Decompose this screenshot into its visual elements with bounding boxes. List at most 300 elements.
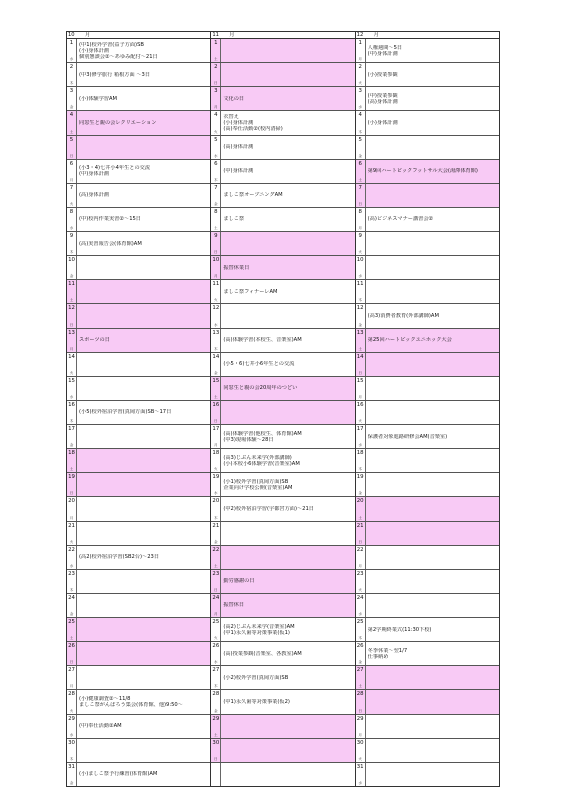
event-cell bbox=[77, 184, 210, 207]
date-cell bbox=[211, 497, 221, 520]
day-row bbox=[356, 160, 499, 184]
date-cell bbox=[356, 401, 366, 424]
weekday-label: 金 bbox=[69, 612, 74, 616]
date-cell bbox=[356, 329, 366, 352]
day-row bbox=[67, 136, 210, 160]
day-number: 11 bbox=[212, 281, 220, 288]
date-cell bbox=[356, 473, 366, 496]
event-cell bbox=[77, 642, 210, 665]
day-row bbox=[211, 111, 354, 135]
event-cell bbox=[366, 546, 499, 569]
weekday-label: 日 bbox=[69, 660, 74, 665]
day-row bbox=[356, 473, 499, 497]
day-number: 13 bbox=[356, 329, 364, 336]
day-row bbox=[211, 160, 354, 184]
weekday-label: 日 bbox=[69, 491, 74, 496]
day-number: 23 bbox=[356, 570, 364, 577]
day-number: 29 bbox=[212, 715, 220, 722]
day-row bbox=[67, 473, 210, 497]
weekday-label: 日 bbox=[358, 708, 362, 713]
date-cell bbox=[211, 449, 221, 472]
day-number: 18 bbox=[356, 450, 364, 457]
date-cell bbox=[211, 401, 221, 424]
day-number: 7 bbox=[214, 184, 218, 191]
day-number: 10 bbox=[356, 257, 364, 264]
event-line: (小5・6)七井小6年生との交流 bbox=[223, 361, 295, 368]
event-line: 衣替え bbox=[223, 113, 239, 120]
date-cell bbox=[211, 425, 221, 448]
event-line: (小)体験学習AM bbox=[79, 95, 118, 102]
day-row bbox=[67, 497, 210, 521]
event-cell bbox=[366, 111, 499, 134]
date-cell bbox=[67, 160, 77, 183]
date-cell bbox=[356, 594, 366, 617]
event-cell bbox=[366, 715, 499, 738]
day-row bbox=[211, 570, 354, 594]
day-row bbox=[356, 666, 499, 690]
weekday-label: 水 bbox=[214, 660, 218, 665]
day-number: 19 bbox=[68, 474, 75, 481]
event-cell bbox=[221, 353, 354, 376]
day-number: 21 bbox=[212, 522, 220, 529]
event-cell bbox=[366, 208, 499, 231]
event-cell bbox=[221, 739, 354, 762]
event-line: (高)身体計測 bbox=[79, 192, 109, 199]
event-cell bbox=[77, 39, 210, 62]
school-calendar-sheet bbox=[66, 31, 500, 787]
weekday-label: 火 bbox=[69, 539, 74, 544]
event-line: 第2学期終業式(11:30下校) bbox=[367, 626, 432, 633]
date-cell bbox=[356, 763, 366, 786]
day-row bbox=[356, 763, 499, 786]
event-cell bbox=[77, 136, 210, 159]
day-row bbox=[211, 329, 354, 353]
event-cell bbox=[77, 401, 210, 424]
weekday-label: 土 bbox=[69, 129, 74, 134]
day-row bbox=[211, 739, 354, 763]
weekday-label: 月 bbox=[358, 226, 362, 230]
day-number: 27 bbox=[356, 667, 364, 674]
day-number: 10 bbox=[212, 257, 220, 264]
date-cell bbox=[67, 497, 77, 520]
weekday-label: 月 bbox=[214, 443, 218, 448]
weekday-label: 金 bbox=[69, 443, 74, 448]
event-line: (小)授業参観 bbox=[367, 71, 398, 78]
weekday-label: 月 bbox=[358, 732, 362, 737]
event-cell bbox=[366, 739, 499, 762]
day-number: 24 bbox=[356, 594, 364, 601]
event-line: (小)本校小6体験学習(音楽室)AM bbox=[223, 460, 300, 467]
event-cell bbox=[221, 570, 354, 593]
day-row bbox=[67, 232, 210, 256]
event-line: (中)奉仕活動②AM bbox=[79, 723, 122, 730]
day-number: 20 bbox=[212, 498, 220, 505]
day-row bbox=[67, 329, 210, 353]
weekday-label: 火 bbox=[214, 467, 218, 472]
event-line: 仕事納め bbox=[367, 653, 389, 660]
day-row bbox=[356, 642, 499, 666]
weekday-label: 月 bbox=[69, 515, 74, 520]
event-cell bbox=[221, 425, 354, 448]
date-cell bbox=[356, 690, 366, 713]
event-line: 振替休日 bbox=[223, 602, 245, 609]
weekday-label: 土 bbox=[214, 394, 218, 399]
weekday-label: 木 bbox=[214, 515, 218, 520]
weekday-label: 木 bbox=[69, 81, 74, 86]
day-number: 1 bbox=[69, 40, 74, 46]
day-row bbox=[356, 497, 499, 521]
day-rows bbox=[67, 39, 210, 786]
day-number: 24 bbox=[68, 594, 75, 601]
day-number: 14 bbox=[68, 353, 75, 360]
event-cell bbox=[221, 232, 354, 255]
event-line: 同窓生と親の会20周年のつどい bbox=[223, 385, 298, 392]
weekday-label: 水 bbox=[358, 274, 362, 279]
day-number: 11 bbox=[68, 281, 75, 288]
day-number: 12 bbox=[212, 305, 220, 312]
day-row bbox=[67, 63, 210, 87]
date-cell bbox=[67, 232, 77, 255]
day-row bbox=[356, 39, 499, 63]
day-row bbox=[211, 425, 354, 449]
event-line: (高)奉仕活動②(校内清掃) bbox=[223, 125, 283, 132]
day-number: 27 bbox=[212, 667, 220, 674]
weekday-label: 火 bbox=[358, 250, 362, 255]
day-row bbox=[67, 739, 210, 763]
day-row bbox=[211, 594, 354, 618]
weekday-label: 土 bbox=[358, 515, 362, 520]
event-cell bbox=[366, 136, 499, 159]
weekday-label: 金 bbox=[69, 105, 74, 110]
date-cell bbox=[67, 87, 77, 110]
event-cell bbox=[221, 111, 354, 134]
day-row bbox=[67, 618, 210, 642]
day-number: 12 bbox=[356, 305, 364, 312]
weekday-label: 火 bbox=[69, 370, 74, 375]
day-number: 16 bbox=[68, 401, 75, 408]
date-cell bbox=[67, 594, 77, 617]
event-cell bbox=[366, 184, 499, 207]
date-cell bbox=[211, 594, 221, 617]
day-row bbox=[356, 570, 499, 594]
day-row bbox=[211, 280, 354, 304]
day-number: 11 bbox=[356, 281, 364, 288]
day-number: 8 bbox=[214, 208, 218, 215]
weekday-label: 水 bbox=[69, 732, 74, 737]
date-cell bbox=[211, 304, 221, 327]
event-cell bbox=[366, 473, 499, 496]
weekday-label: 火 bbox=[214, 129, 218, 134]
date-cell bbox=[356, 715, 366, 738]
day-row bbox=[356, 256, 499, 280]
event-line: 個別懇談会②〜あゆみ配付〜21日 bbox=[79, 53, 158, 60]
weekday-label: 月 bbox=[69, 346, 74, 351]
event-cell bbox=[77, 570, 210, 593]
day-row bbox=[356, 715, 499, 739]
event-line: (小)健康調査②〜11/8 bbox=[79, 695, 131, 702]
event-line: (小)身体計測 bbox=[79, 47, 109, 54]
event-cell bbox=[221, 304, 354, 327]
day-row bbox=[356, 377, 499, 401]
day-number: 28 bbox=[356, 691, 364, 698]
event-cell bbox=[77, 232, 210, 255]
event-line: (中)身体計測 bbox=[79, 171, 109, 178]
day-number: 8 bbox=[358, 208, 362, 215]
date-cell bbox=[67, 329, 77, 352]
day-row bbox=[211, 618, 354, 642]
day-row bbox=[67, 208, 210, 232]
day-row bbox=[211, 522, 354, 546]
date-cell bbox=[67, 522, 77, 545]
day-number: 25 bbox=[212, 619, 220, 625]
date-cell bbox=[67, 546, 77, 569]
event-cell bbox=[77, 87, 210, 110]
date-cell bbox=[356, 497, 366, 520]
day-row bbox=[67, 160, 210, 184]
day-number: 2 bbox=[214, 64, 218, 71]
day-number: 26 bbox=[212, 643, 220, 650]
event-cell bbox=[77, 618, 210, 641]
weekday-label: 木 bbox=[69, 756, 74, 761]
event-cell bbox=[221, 690, 354, 713]
weekday-label: 水 bbox=[69, 57, 74, 62]
weekday-label: 月 bbox=[214, 274, 218, 279]
day-row bbox=[211, 666, 354, 690]
date-cell bbox=[356, 377, 366, 400]
date-cell bbox=[67, 111, 77, 134]
day-number: 9 bbox=[69, 233, 74, 239]
event-line: (小5)校外宿泊学習(真岡方面)SB〜17日 bbox=[79, 409, 172, 416]
weekday-label: 土 bbox=[358, 346, 362, 351]
weekday-label: 土 bbox=[358, 177, 362, 182]
event-cell bbox=[221, 39, 354, 62]
date-cell bbox=[356, 256, 366, 279]
event-line: 保護者対象進路研修会AM(音楽室) bbox=[367, 433, 448, 440]
day-row bbox=[356, 594, 499, 618]
event-cell bbox=[221, 715, 354, 738]
day-row bbox=[67, 763, 210, 786]
event-line: ましこ祭がんばろう集会(体育館、他)9:50〜 bbox=[79, 701, 183, 708]
day-row bbox=[211, 690, 354, 714]
event-cell bbox=[366, 690, 499, 713]
weekday-label: 金 bbox=[69, 274, 74, 279]
weekday-label: 土 bbox=[69, 467, 74, 472]
weekday-label: 火 bbox=[358, 587, 362, 592]
weekday-label: 火 bbox=[214, 636, 218, 641]
day-row bbox=[211, 304, 354, 328]
day-row bbox=[67, 449, 210, 473]
month-header: 12 月 bbox=[356, 32, 499, 39]
date-cell bbox=[211, 63, 221, 86]
day-number: 27 bbox=[68, 667, 75, 674]
event-cell bbox=[221, 87, 354, 110]
event-line: 人権週間〜5日 bbox=[367, 44, 403, 51]
day-row bbox=[211, 377, 354, 401]
date-cell bbox=[356, 353, 366, 376]
weekday-label: 月 bbox=[69, 684, 74, 689]
day-row bbox=[67, 280, 210, 304]
weekday-label: 木 bbox=[358, 298, 362, 303]
day-number: 8 bbox=[69, 208, 74, 215]
weekday-label: 金 bbox=[358, 491, 362, 496]
event-cell bbox=[221, 473, 354, 496]
day-row bbox=[356, 111, 499, 135]
day-row bbox=[356, 136, 499, 160]
day-number: 15 bbox=[356, 377, 364, 384]
weekday-label: 火 bbox=[69, 201, 74, 206]
event-line: (高)身体計測 bbox=[367, 98, 398, 105]
day-row bbox=[211, 39, 354, 63]
day-row bbox=[211, 87, 354, 111]
day-number: 20 bbox=[356, 498, 364, 505]
date-cell bbox=[356, 425, 366, 448]
weekday-label: 月 bbox=[69, 177, 74, 182]
day-row bbox=[67, 546, 210, 570]
event-line: (高2)校外宿泊学習(SB2台)〜23日 bbox=[79, 554, 160, 561]
event-cell bbox=[77, 425, 210, 448]
event-line: (小2)校外学習(真岡方面)SB bbox=[223, 674, 289, 681]
date-cell bbox=[211, 111, 221, 134]
weekday-label: 木 bbox=[69, 250, 74, 255]
day-number: 30 bbox=[356, 739, 364, 746]
event-cell bbox=[77, 329, 210, 352]
date-cell bbox=[211, 642, 221, 665]
weekday-label: 水 bbox=[69, 563, 74, 568]
day-rows bbox=[211, 39, 354, 786]
event-cell bbox=[366, 763, 499, 786]
event-line: (小1)校外学習(真岡方面)SB bbox=[223, 478, 289, 485]
day-row bbox=[211, 546, 354, 570]
weekday-label: 木 bbox=[358, 129, 362, 134]
weekday-label: 土 bbox=[69, 298, 74, 303]
day-number: 5 bbox=[358, 136, 362, 143]
weekday-label: 火 bbox=[358, 81, 362, 86]
date-cell bbox=[211, 763, 221, 786]
date-cell bbox=[356, 570, 366, 593]
event-line: ましこ祭フィナーレAM bbox=[223, 288, 278, 295]
day-row bbox=[211, 401, 354, 425]
date-cell bbox=[67, 184, 77, 207]
day-row bbox=[356, 618, 499, 642]
day-row bbox=[67, 594, 210, 618]
weekday-label: 木 bbox=[69, 587, 74, 592]
day-row bbox=[67, 522, 210, 546]
event-line: 第25回ハートピックユニホック大会 bbox=[367, 337, 452, 344]
date-cell bbox=[356, 304, 366, 327]
date-cell bbox=[356, 208, 366, 231]
weekday-label: 月 bbox=[358, 394, 362, 399]
date-cell bbox=[211, 184, 221, 207]
date-cell bbox=[67, 690, 77, 713]
day-number: 29 bbox=[68, 715, 75, 722]
weekday-label: 水 bbox=[358, 443, 362, 448]
weekday-label: 火 bbox=[358, 419, 362, 423]
weekday-label: 日 bbox=[358, 370, 362, 375]
day-row bbox=[211, 184, 354, 208]
event-cell bbox=[366, 449, 499, 472]
event-cell bbox=[366, 570, 499, 593]
event-line: (中1)校外学習(益子方面)SB bbox=[79, 41, 144, 48]
day-row bbox=[356, 87, 499, 111]
weekday-label: 水 bbox=[214, 322, 218, 327]
event-line: (小3・4)七井小4年生との交流 bbox=[79, 165, 151, 172]
day-row bbox=[211, 256, 354, 280]
event-cell bbox=[366, 63, 499, 86]
day-number: 25 bbox=[68, 619, 75, 625]
weekday-label: 金 bbox=[214, 708, 218, 713]
day-number: 28 bbox=[212, 691, 220, 698]
event-line: 企業向け学校公開(音楽室)AM bbox=[223, 484, 293, 491]
event-cell bbox=[221, 63, 354, 86]
weekday-label: 土 bbox=[214, 226, 218, 230]
event-cell bbox=[221, 642, 354, 665]
date-cell bbox=[211, 136, 221, 159]
date-cell bbox=[67, 377, 77, 400]
day-row bbox=[67, 570, 210, 594]
event-line: (高)実習報告会(体育館)AM bbox=[79, 240, 142, 247]
month-header: 11 月 bbox=[211, 32, 354, 39]
date-cell bbox=[211, 739, 221, 762]
event-cell bbox=[77, 594, 210, 617]
event-cell bbox=[77, 377, 210, 400]
date-cell bbox=[67, 401, 77, 424]
weekday-label: 月 bbox=[358, 57, 362, 62]
date-cell bbox=[356, 232, 366, 255]
event-line: (中)授業参観 bbox=[367, 92, 398, 99]
event-cell bbox=[221, 256, 354, 279]
event-line: 勤労感謝の日 bbox=[223, 578, 255, 585]
day-row bbox=[211, 763, 354, 786]
event-line: (高)体験学習(他校生、体育館)AM bbox=[223, 430, 302, 437]
weekday-label: 水 bbox=[358, 780, 362, 785]
day-row bbox=[67, 690, 210, 714]
event-cell bbox=[221, 160, 354, 183]
day-number: 25 bbox=[356, 619, 364, 625]
day-row bbox=[211, 136, 354, 160]
day-row bbox=[67, 111, 210, 135]
weekday-label: 水 bbox=[358, 105, 362, 110]
day-number: 4 bbox=[214, 112, 218, 119]
date-cell bbox=[211, 473, 221, 496]
date-cell bbox=[211, 353, 221, 376]
date-cell bbox=[67, 39, 77, 62]
date-cell bbox=[356, 522, 366, 545]
weekday-label: 月 bbox=[214, 612, 218, 616]
event-cell bbox=[221, 208, 354, 231]
event-cell bbox=[221, 329, 354, 352]
date-cell bbox=[356, 39, 366, 62]
day-number: 18 bbox=[68, 450, 75, 457]
event-cell bbox=[77, 666, 210, 689]
day-row bbox=[67, 642, 210, 666]
event-line: (中3)修学旅行 箱根方面 〜3日 bbox=[79, 71, 151, 78]
day-row bbox=[67, 425, 210, 449]
weekday-label: 土 bbox=[214, 732, 218, 737]
event-cell bbox=[366, 304, 499, 327]
day-number: 19 bbox=[356, 474, 364, 481]
date-cell bbox=[356, 739, 366, 762]
day-number: 5 bbox=[214, 136, 218, 143]
event-cell bbox=[221, 184, 354, 207]
day-number: 16 bbox=[212, 401, 220, 408]
day-number: 9 bbox=[358, 233, 362, 239]
date-cell bbox=[211, 280, 221, 303]
event-line: (小)身体計測 bbox=[367, 119, 398, 126]
weekday-label: 火 bbox=[69, 708, 74, 713]
event-line: ましこ祭 bbox=[223, 216, 245, 223]
date-cell bbox=[211, 39, 221, 62]
event-cell bbox=[77, 256, 210, 279]
